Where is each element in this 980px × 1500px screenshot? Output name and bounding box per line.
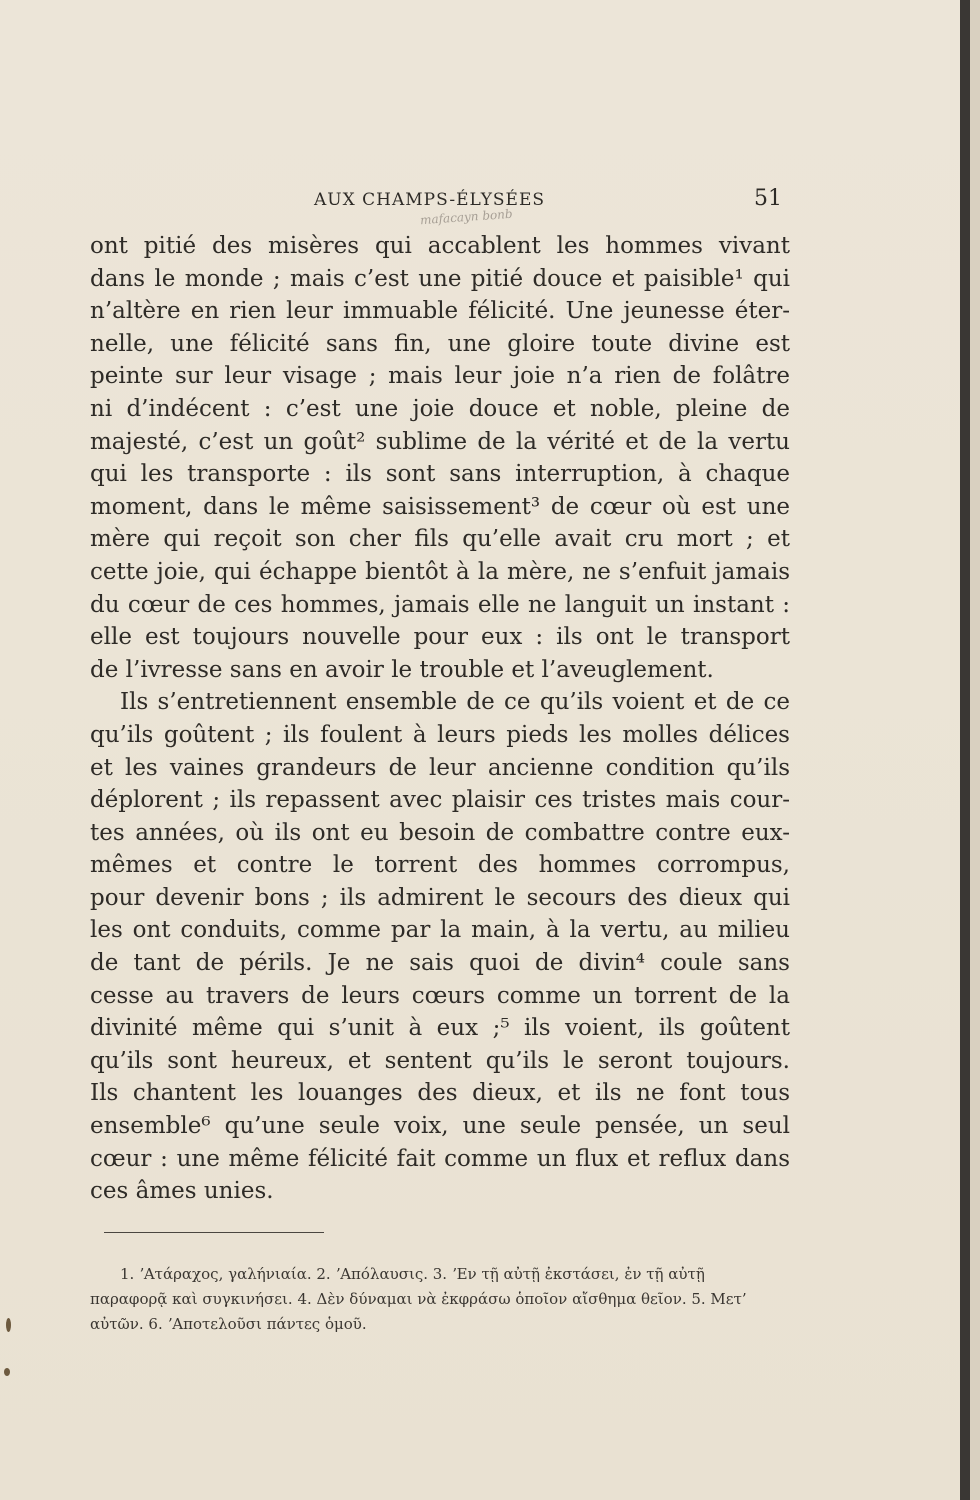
text-line: dans le monde ; mais c’est une pitié douce et paisible¹ qui: [90, 265, 790, 292]
paper-stain: [6, 1318, 11, 1332]
text-line: mêmes et contre le torrent des hommes corrompus,: [90, 852, 790, 879]
text-line: de l’ivresse sans en avoir le trouble et l’aveuglement.: [90, 656, 714, 683]
text-line: majesté, c’est un goût² sublime de la vérité et de la vertu: [90, 428, 790, 455]
text-line: ni d’indécent : c’est une joie douce et noble, pleine de: [90, 395, 790, 422]
text-line: n’altère en rien leur immuable félicité. Une jeunesse éter-: [90, 298, 790, 325]
text-line: pour devenir bons ; ils admirent le secours des dieux qui: [90, 884, 790, 911]
footnote-line: παραφορᾷ καὶ συγκινήσει. 4. Δὲν δύναμαι νὰ ἐκφράσω ὁποῖον αἴσθημα θεῖον. 5. Μετ’: [90, 1290, 747, 1308]
text-line: mère qui reçoit son cher fils qu’elle avait cru mort ; et: [90, 526, 790, 553]
text-line: moment, dans le même saisissement³ de cœur où est une: [90, 493, 790, 520]
text-line: tes années, où ils ont eu besoin de combattre contre eux-: [90, 819, 790, 846]
text-line: et les vaines grandeurs de leur ancienne condition qu’ils: [90, 754, 790, 781]
text-line: du cœur de ces hommes, jamais elle ne languit un instant :: [90, 591, 790, 618]
handwritten-note: mafacayn bonb: [419, 206, 514, 228]
text-line: peinte sur leur visage ; mais leur joie n’a rien de folâtre: [90, 363, 790, 390]
footnote-line: αὐτῶν. 6. ʼΑποτελοῦσι πάντες ὁμοῦ.: [90, 1315, 367, 1333]
text-line: qui les transporte : ils sont sans interruption, à chaque: [90, 461, 790, 488]
body-text: [90, 230, 790, 1208]
text-line: ont pitié des misères qui accablent les hommes vivant: [90, 233, 790, 259]
running-title: AUX CHAMPS-ÉLYSÉES: [314, 190, 546, 210]
text-line: ces âmes unies.: [90, 1178, 274, 1205]
text-line: nelle, une félicité sans fin, une gloire toute divine est: [90, 330, 790, 357]
text-line: elle est toujours nouvelle pour eux : ils ont le transport: [90, 624, 790, 651]
text-line: ensemble⁶ qu’une seule voix, une seule pensée, un seul: [90, 1113, 790, 1140]
text-line: divinité même qui s’unit à eux ;⁵ ils voient, ils goûtent: [90, 1015, 790, 1042]
page-header: [90, 186, 782, 228]
text-line: Ils chantent les louanges des dieux, et ils ne font tous: [90, 1080, 790, 1107]
text-line: de tant de périls. Je ne sais quoi de divin⁴ coule sans: [90, 950, 790, 977]
page-number: 51: [754, 186, 782, 211]
text-line: qu’ils goûtent ; ils foulent à leurs pieds les molles délices: [90, 721, 790, 748]
text-line: qu’ils sont heureux, et sentent qu’ils le seront toujours.: [90, 1047, 790, 1074]
text-line: cesse au travers de leurs cœurs comme un torrent de la: [90, 982, 790, 1009]
footnote-divider: [104, 1232, 324, 1233]
text-line: cette joie, qui échappe bientôt à la mère, ne s’enfuit jamais: [90, 558, 790, 585]
footnotes: [90, 1262, 800, 1337]
text-line: les ont conduits, comme par la main, à la vertu, au milieu: [90, 917, 790, 944]
text-line: cœur : une même félicité fait comme un flux et reflux dans: [90, 1145, 790, 1172]
text-line: déplorent ; ils repassent avec plaisir ces tristes mais cour-: [90, 787, 790, 814]
footnote-line: 1. ʼΑτάραχος, γαλήνιαία. 2. ʼΑπόλαυσις. 3. ʼΕν τῇ αὐτῇ ἐκστάσει, ἐν τῇ αὐτῇ: [120, 1265, 705, 1283]
paper-stain: [4, 1368, 10, 1376]
text-line: Ils s’entretiennent ensemble de ce qu’ils voient et de ce: [120, 689, 790, 716]
